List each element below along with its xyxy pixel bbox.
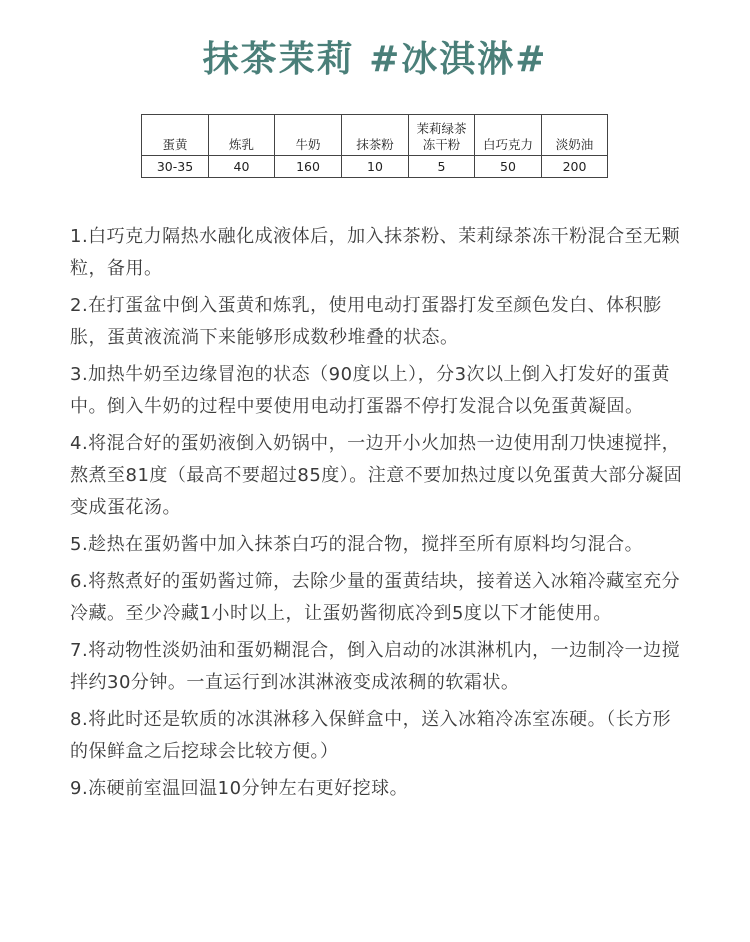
- page-title: 抹茶茉莉 #冰淇淋#: [202, 39, 548, 80]
- step-7: 7.将动物性淡奶油和蛋奶糊混合，倒入启动的冰淇淋机内，一边制冷一边搅拌约30分钟。一直运行到冰淇淋液变成浓稠的软霜状。: [70, 640, 681, 693]
- header-cell-matcha-powder: 抹茶粉: [342, 115, 409, 156]
- header-cell-egg-yolk: 蛋黄: [142, 115, 209, 156]
- value-cell-jasmine-tea-powder: 5: [409, 156, 475, 178]
- step-5: 5.趁热在蛋奶酱中加入抹茶白巧的混合物，搅拌至所有原料均匀混合。: [70, 534, 644, 555]
- value-cell-egg-yolk: 30-35: [142, 156, 209, 178]
- recipe-steps: [70, 221, 685, 810]
- value-cell-cream: 200: [542, 156, 608, 178]
- table-header-row: [142, 115, 608, 156]
- value-cell-milk: 160: [275, 156, 342, 178]
- header-cell-condensed-milk: 炼乳: [209, 115, 275, 156]
- ingredient-table: [141, 114, 608, 178]
- step-6: 6.将熬煮好的蛋奶酱过筛，去除少量的蛋黄结块，接着送入冰箱冷藏室充分冷藏。至少冷藏1小时以上，让蛋奶酱彻底冷到5度以下才能使用。: [70, 571, 681, 624]
- table-row: [142, 156, 608, 178]
- header-cell-jasmine-tea-powder: 茉莉绿茶 冻干粉: [409, 115, 475, 156]
- step-2: 2.在打蛋盆中倒入蛋黄和炼乳，使用电动打蛋器打发至颜色发白、体积膨胀，蛋黄液流淌下来能够形成数秒堆叠的状态。: [70, 295, 662, 348]
- step-8: 8.将此时还是软质的冰淇淋移入保鲜盒中，送入冰箱冷冻室冻硬。（长方形的保鲜盒之后挖球会比较方便。）: [70, 709, 672, 762]
- value-cell-white-chocolate: 50: [475, 156, 542, 178]
- step-4: 4.将混合好的蛋奶液倒入奶锅中，一边开小火加热一边使用刮刀快速搅拌，熬煮至81度（最高不要超过85度）。注意不要加热过度以免蛋黄大部分凝固变成蛋花汤。: [70, 433, 683, 518]
- step-1: 1.白巧克力隔热水融化成液体后，加入抹茶粉、茉莉绿茶冻干粉混合至无颗粒，备用。: [70, 226, 681, 279]
- header-cell-milk: 牛奶: [275, 115, 342, 156]
- step-3: 3.加热牛奶至边缘冒泡的状态（90度以上），分3次以上倒入打发好的蛋黄中。倒入牛奶的过程中要使用电动打蛋器不停打发混合以免蛋黄凝固。: [70, 364, 671, 417]
- value-cell-matcha-powder: 10: [342, 156, 409, 178]
- value-cell-condensed-milk: 40: [209, 156, 275, 178]
- step-9: 9.冻硬前室温回温10分钟左右更好挖球。: [70, 778, 409, 799]
- header-cell-cream: 淡奶油: [542, 115, 608, 156]
- header-cell-white-chocolate: 白巧克力: [475, 115, 542, 156]
